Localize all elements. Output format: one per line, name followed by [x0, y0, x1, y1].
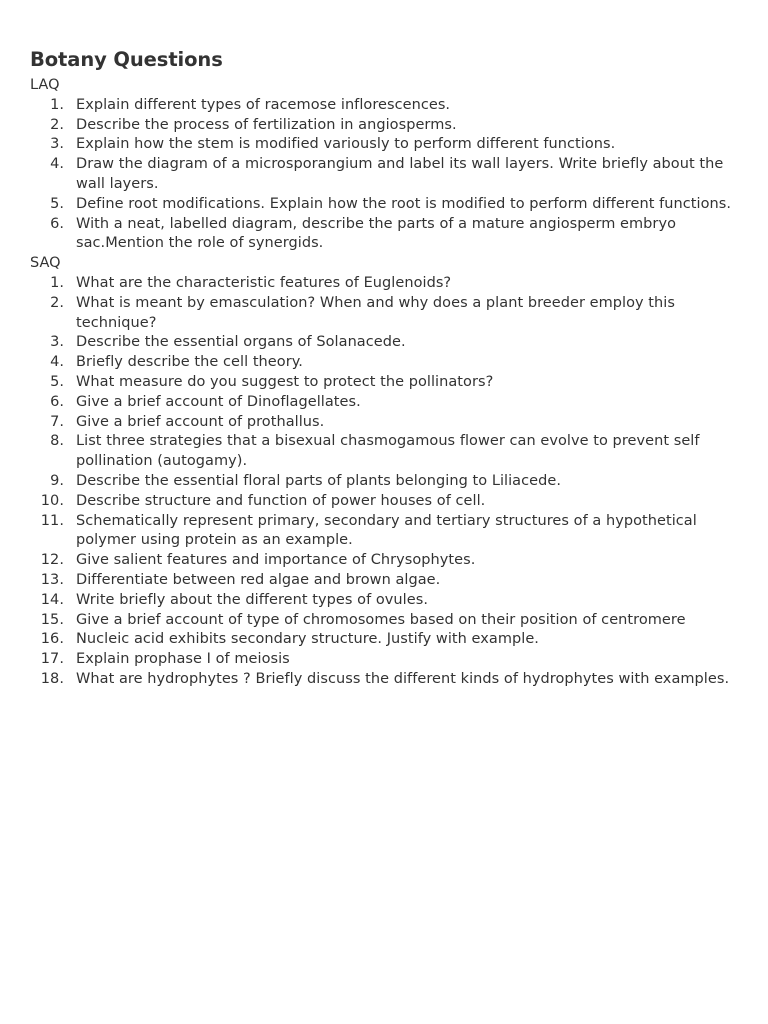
- saq-item-text: Briefly describe the cell theory.: [76, 354, 303, 371]
- saq-item-number: 13.: [40, 571, 64, 588]
- saq-heading: SAQ: [30, 255, 61, 272]
- saq-item-number: 11.: [40, 512, 64, 529]
- laq-item-number: 4.: [50, 156, 64, 173]
- laq-item: [30, 215, 738, 255]
- saq-list: [30, 274, 738, 690]
- laq-item-text: With a neat, labelled diagram, describe the parts of a mature angiosperm embryo sac.Mention the role of synergids.: [76, 215, 676, 252]
- saq-item-number: 8.: [50, 433, 64, 450]
- saq-item-number: 12.: [40, 552, 64, 569]
- saq-item: [30, 630, 738, 650]
- saq-item-number: 6.: [50, 393, 64, 410]
- saq-item-number: 7.: [50, 413, 64, 430]
- saq-item-text: Give a brief account of type of chromosomes based on their position of centromere: [76, 611, 686, 628]
- saq-item-text: Give a brief account of Dinoflagellates.: [76, 393, 361, 410]
- saq-item-text: What are hydrophytes ? Briefly discuss the different kinds of hydrophytes with examples.: [76, 670, 730, 687]
- saq-item-text: Differentiate between red algae and brown algae.: [76, 571, 441, 588]
- laq-item-text: Describe the process of fertilization in angiosperms.: [76, 116, 457, 133]
- laq-item-text: Explain how the stem is modified variously to perform different functions.: [76, 136, 616, 153]
- laq-heading: LAQ: [30, 77, 60, 93]
- saq-item-text: Explain prophase I of meiosis: [76, 651, 290, 668]
- laq-item-text: Explain different types of racemose inflorescences.: [76, 96, 451, 113]
- saq-item-text: List three strategies that a bisexual chasmogamous flower can evolve to prevent self pollination (autogamy).: [76, 433, 700, 470]
- saq-item-number: 10.: [40, 492, 64, 509]
- saq-item: [30, 294, 738, 334]
- saq-item: [30, 670, 738, 690]
- saq-item-text: Nucleic acid exhibits secondary structure. Justify with example.: [76, 631, 539, 648]
- laq-item-number: 6.: [50, 215, 64, 232]
- saq-item: [30, 333, 738, 353]
- laq-item: [30, 96, 738, 116]
- saq-item-text: Describe the essential organs of Solanacede.: [76, 334, 406, 351]
- saq-item-number: 18.: [40, 670, 64, 687]
- saq-item-number: 16.: [40, 631, 64, 648]
- saq-item-number: 4.: [50, 354, 64, 371]
- saq-item: [30, 571, 738, 591]
- laq-item: [30, 155, 738, 195]
- saq-item: [30, 393, 738, 413]
- laq-item-number: 2.: [50, 116, 64, 133]
- saq-item-text: Describe the essential floral parts of plants belonging to Liliacede.: [76, 472, 561, 489]
- laq-item-text: Define root modifications. Explain how the root is modified to perform different functions.: [76, 195, 732, 212]
- saq-item: [30, 373, 738, 393]
- saq-item-text: Give salient features and importance of Chrysophytes.: [76, 552, 476, 569]
- saq-item: [30, 353, 738, 373]
- saq-item-text: Schematically represent primary, secondary and tertiary structures of a hypothetical polymer using protein as an example.: [76, 512, 697, 549]
- saq-item: [30, 274, 738, 294]
- saq-item-number: 1.: [50, 274, 64, 291]
- saq-item-number: 2.: [50, 294, 64, 311]
- saq-item: [30, 551, 738, 571]
- saq-item-number: 3.: [50, 334, 64, 351]
- saq-item: [30, 492, 738, 512]
- saq-item-text: Describe structure and function of power houses of cell.: [76, 492, 486, 509]
- laq-item: [30, 135, 738, 155]
- laq-item-number: 1.: [50, 96, 64, 113]
- saq-item-text: What are the characteristic features of Euglenoids?: [76, 274, 452, 291]
- saq-item: [30, 611, 738, 631]
- saq-item: [30, 591, 738, 611]
- laq-item-number: 3.: [50, 136, 64, 153]
- laq-list: [30, 96, 738, 254]
- saq-item: [30, 472, 738, 492]
- saq-item-text: Write briefly about the different types of ovules.: [76, 591, 428, 608]
- saq-item-text: What measure do you suggest to protect the pollinators?: [76, 373, 494, 390]
- saq-item: [30, 512, 738, 552]
- saq-item-text: Give a brief account of prothallus.: [76, 413, 325, 430]
- saq-item: [30, 650, 738, 670]
- saq-item-number: 9.: [50, 472, 64, 489]
- saq-item: [30, 413, 738, 433]
- saq-item-number: 5.: [50, 373, 64, 390]
- laq-item-text: Draw the diagram of a microsporangium and label its wall layers. Write briefly about the wall layers.: [76, 156, 724, 192]
- saq-item-number: 14.: [40, 591, 64, 608]
- laq-item-number: 5.: [50, 195, 64, 212]
- saq-item-number: 17.: [40, 651, 64, 668]
- laq-item: [30, 116, 738, 136]
- saq-item-text: What is meant by emasculation? When and why does a plant breeder employ this technique?: [76, 294, 675, 331]
- document-title: Botany Questions: [30, 48, 223, 71]
- saq-item: [30, 432, 738, 472]
- laq-item: [30, 195, 738, 215]
- saq-item-number: 15.: [40, 611, 64, 628]
